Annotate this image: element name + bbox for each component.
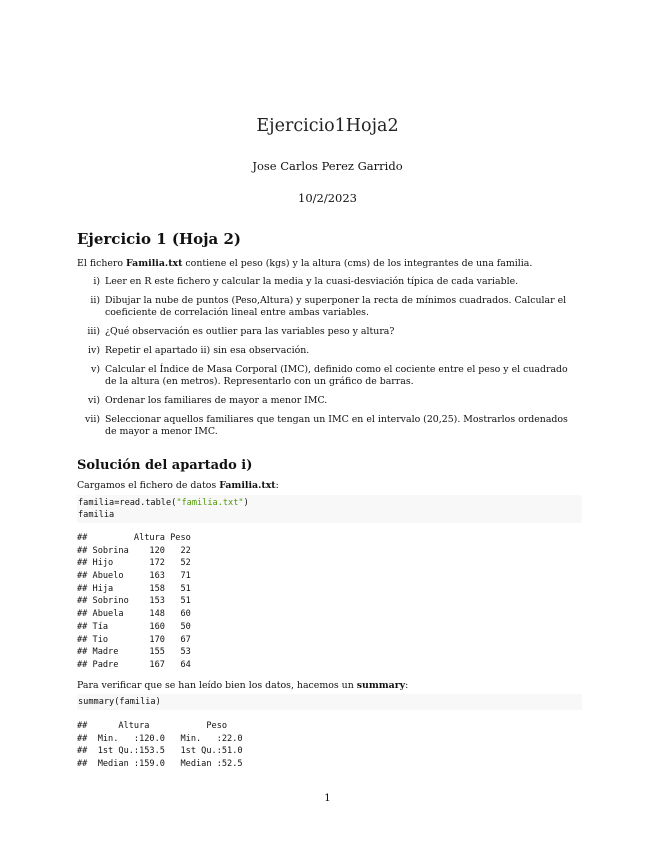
document-author: Jose Carlos Perez Garrido xyxy=(252,159,403,173)
output-line: ## Madre 155 53 xyxy=(77,647,191,658)
intro-filename: Familia.txt xyxy=(126,258,183,269)
summary-line: ## Min. :120.0 Min. :22.0 xyxy=(77,733,253,744)
exercise-item xyxy=(77,295,582,320)
load-filename: Familia.txt xyxy=(219,480,276,491)
output-line: ## Altura Peso xyxy=(77,533,191,543)
table-output xyxy=(77,532,582,672)
summary-line: ## Median :159.0 Median :52.5 xyxy=(77,759,253,770)
exercise-item xyxy=(77,276,582,289)
exercise-item xyxy=(77,395,582,408)
document-date: 10/2/2023 xyxy=(298,191,357,205)
solution-heading: Solución del apartado i) xyxy=(77,458,253,473)
exercise-item-text: Calcular el Índice de Masa Corporal (IMC), definido como el cociente entre el peso y el cuadrado de la altura (en metros). Representarlo con un gráfico de barras. xyxy=(105,363,568,388)
exercise-item-number: v) xyxy=(91,363,100,375)
output-line: ## Sobrina 120 22 xyxy=(77,545,191,556)
exercise-item-text: Seleccionar aquellos familiares que tengan un IMC en el intervalo (20,25). Mostrarlos ordenados de mayor a menor IMC. xyxy=(105,413,568,438)
output-line: ## Padre 167 64 xyxy=(77,659,191,670)
output-line: ## Hijo 172 52 xyxy=(77,558,191,569)
summary-output xyxy=(77,720,582,771)
load-paragraph: Cargamos el fichero de datos Familia.txt: xyxy=(77,480,279,491)
exercise-item-number: vi) xyxy=(88,395,100,407)
exercise-item-number: vii) xyxy=(85,413,100,425)
exercise-item xyxy=(77,414,582,439)
section-heading: Ejercicio 1 (Hoja 2) xyxy=(77,230,242,248)
code-block-summary: summary(familia) xyxy=(77,694,582,710)
exercise-item-text: Repetir el apartado ii) sin esa observación. xyxy=(105,344,310,356)
exercise-item-text: ¿Qué observación es outlier para las variables peso y altura? xyxy=(105,326,395,338)
summary-line: ## 1st Qu.:153.5 1st Qu.:51.0 xyxy=(77,746,253,757)
verify-paragraph: Para verificar que se han leído bien los datos, hacemos un summary: xyxy=(77,680,409,691)
exercise-list xyxy=(77,276,582,445)
exercise-item-number: iii) xyxy=(87,326,100,338)
exercise-item xyxy=(77,326,582,339)
exercise-item-text: Leer en R este fichero y calcular la media y la cuasi-desviación típica de cada variable. xyxy=(105,276,519,287)
output-line: ## Tía 160 50 xyxy=(77,621,191,632)
exercise-item-text: Ordenar los familiares de mayor a menor IMC. xyxy=(105,395,328,407)
exercise-item xyxy=(77,345,582,358)
intro-paragraph: El fichero Familia.txt contiene el peso (kgs) y la altura (cms) de los integrantes de una familia. xyxy=(77,258,533,269)
summary-line: ## Altura Peso xyxy=(77,721,253,731)
summary-keyword: summary xyxy=(356,680,406,691)
exercise-item xyxy=(77,364,582,389)
output-line: ## Tio 170 67 xyxy=(77,634,191,645)
exercise-item-number: ii) xyxy=(90,294,100,306)
page-number: 1 xyxy=(324,792,331,804)
exercise-item-number: iv) xyxy=(88,344,100,356)
output-line: ## Abuelo 163 71 xyxy=(77,571,191,582)
output-line: ## Abuela 148 60 xyxy=(77,609,191,620)
code-block-read-table: familia=read.table("familia.txt") familia xyxy=(77,495,582,523)
exercise-item-text: Dibujar la nube de puntos (Peso,Altura) y superponer la recta de mínimos cuadrados. Calcular el coeficiente de correlación lineal entre ambas variables. xyxy=(105,294,567,319)
output-line: ## Sobrino 153 51 xyxy=(77,596,191,607)
exercise-item-number: i) xyxy=(93,276,100,287)
document-title: Ejercicio1Hoja2 xyxy=(256,116,399,136)
output-line: ## Hija 158 51 xyxy=(77,583,191,594)
